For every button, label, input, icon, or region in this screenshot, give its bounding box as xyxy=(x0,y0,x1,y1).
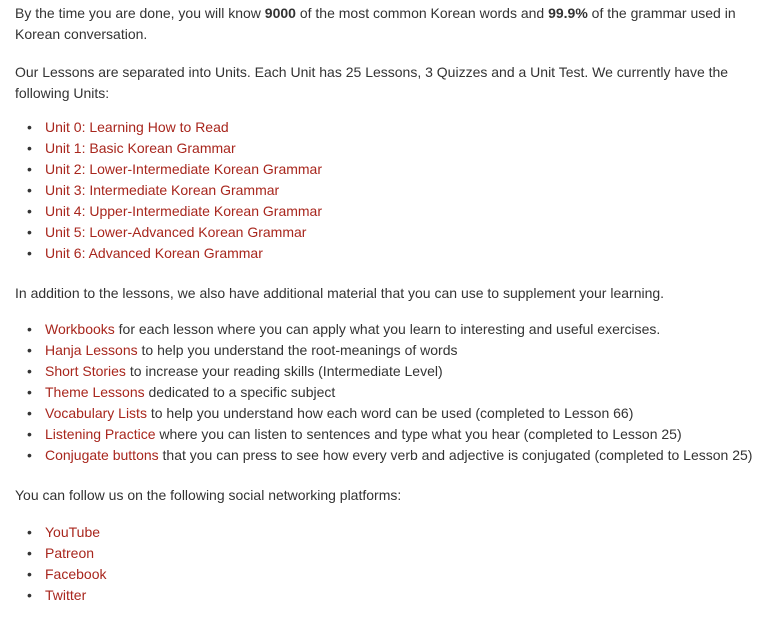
list-item xyxy=(27,117,775,138)
bullet-icon: • xyxy=(27,426,32,442)
intro-paragraph xyxy=(15,3,775,45)
twitter-link[interactable]: Twitter xyxy=(45,587,87,603)
bullet-icon: • xyxy=(27,363,32,379)
list-item xyxy=(27,445,775,466)
facebook-link[interactable]: Facebook xyxy=(45,566,107,582)
material-description: where you can listen to sentences and type what you hear (completed to Lesson 25) xyxy=(155,426,682,442)
youtube-link[interactable]: YouTube xyxy=(45,524,101,540)
list-item xyxy=(27,201,775,222)
unit-2-link[interactable]: Unit 2: Lower-Intermediate Korean Grammar xyxy=(45,161,322,177)
bullet-icon: • xyxy=(27,384,32,400)
grammar-percent: 99.9% xyxy=(548,5,588,21)
bullet-icon: • xyxy=(27,566,32,582)
units-list xyxy=(15,117,775,264)
list-item xyxy=(27,424,775,445)
list-item xyxy=(27,243,775,264)
vocabulary-lists-link[interactable]: Vocabulary Lists xyxy=(45,405,147,421)
workbooks-link[interactable]: Workbooks xyxy=(45,321,115,337)
material-description: that you can press to see how every verb and adjective is conjugated (completed to Lesson 25) xyxy=(158,447,753,463)
theme-lessons-link[interactable]: Theme Lessons xyxy=(45,384,145,400)
bullet-icon: • xyxy=(27,245,32,261)
list-item xyxy=(27,361,775,382)
words-count: 9000 xyxy=(264,5,296,21)
material-description: to increase your reading skills (Intermediate Level) xyxy=(125,363,443,379)
material-description: to help you understand how each word can be used (completed to Lesson 66) xyxy=(146,405,634,421)
intro-text-1: By the time you are done, you will know xyxy=(15,5,265,21)
list-item xyxy=(27,543,775,564)
list-item xyxy=(27,564,775,585)
list-item xyxy=(27,382,775,403)
bullet-icon: • xyxy=(27,182,32,198)
unit-5-link[interactable]: Unit 5: Lower-Advanced Korean Grammar xyxy=(45,224,307,240)
social-list xyxy=(15,522,775,606)
social-description: You can follow us on the following social networking platforms: xyxy=(15,487,402,503)
list-item xyxy=(27,222,775,243)
material-description: for each lesson where you can apply what you learn to interesting and useful exercises. xyxy=(114,321,661,337)
list-item xyxy=(27,180,775,201)
list-item xyxy=(27,319,775,340)
bullet-icon: • xyxy=(27,140,32,156)
material-description: to help you understand the root-meanings of words xyxy=(137,342,458,358)
material-description: dedicated to a specific subject xyxy=(144,384,336,400)
list-item xyxy=(27,340,775,361)
bullet-icon: • xyxy=(27,342,32,358)
bullet-icon: • xyxy=(27,587,32,603)
additional-description: In addition to the lessons, we also have additional material that you can use to supplement your learning. xyxy=(15,285,665,301)
list-item xyxy=(27,585,775,606)
list-item xyxy=(27,159,775,180)
unit-1-link[interactable]: Unit 1: Basic Korean Grammar xyxy=(45,140,236,156)
listening-practice-link[interactable]: Listening Practice xyxy=(45,426,156,442)
bullet-icon: • xyxy=(27,161,32,177)
short-stories-link[interactable]: Short Stories xyxy=(45,363,126,379)
list-item xyxy=(27,522,775,543)
materials-list xyxy=(15,319,775,466)
bullet-icon: • xyxy=(27,321,32,337)
patreon-link[interactable]: Patreon xyxy=(45,545,95,561)
list-item xyxy=(27,403,775,424)
intro-text-3: of the grammar used in Korean conversation. xyxy=(15,5,736,42)
bullet-icon: • xyxy=(27,524,32,540)
conjugate-buttons-link[interactable]: Conjugate buttons xyxy=(45,447,159,463)
bullet-icon: • xyxy=(27,224,32,240)
bullet-icon: • xyxy=(27,545,32,561)
list-item xyxy=(27,138,775,159)
bullet-icon: • xyxy=(27,203,32,219)
bullet-icon: • xyxy=(27,447,32,463)
units-description: Our Lessons are separated into Units. Each Unit has 25 Lessons, 3 Quizzes and a Unit Test. We currently have the following Units: xyxy=(15,64,729,101)
unit-3-link[interactable]: Unit 3: Intermediate Korean Grammar xyxy=(45,182,280,198)
unit-0-link[interactable]: Unit 0: Learning How to Read xyxy=(45,119,229,135)
intro-text-2: of the most common Korean words and xyxy=(295,5,549,21)
bullet-icon: • xyxy=(27,119,32,135)
unit-6-link[interactable]: Unit 6: Advanced Korean Grammar xyxy=(45,245,263,261)
bullet-icon: • xyxy=(27,405,32,421)
hanja-lessons-link[interactable]: Hanja Lessons xyxy=(45,342,138,358)
unit-4-link[interactable]: Unit 4: Upper-Intermediate Korean Grammar xyxy=(45,203,322,219)
